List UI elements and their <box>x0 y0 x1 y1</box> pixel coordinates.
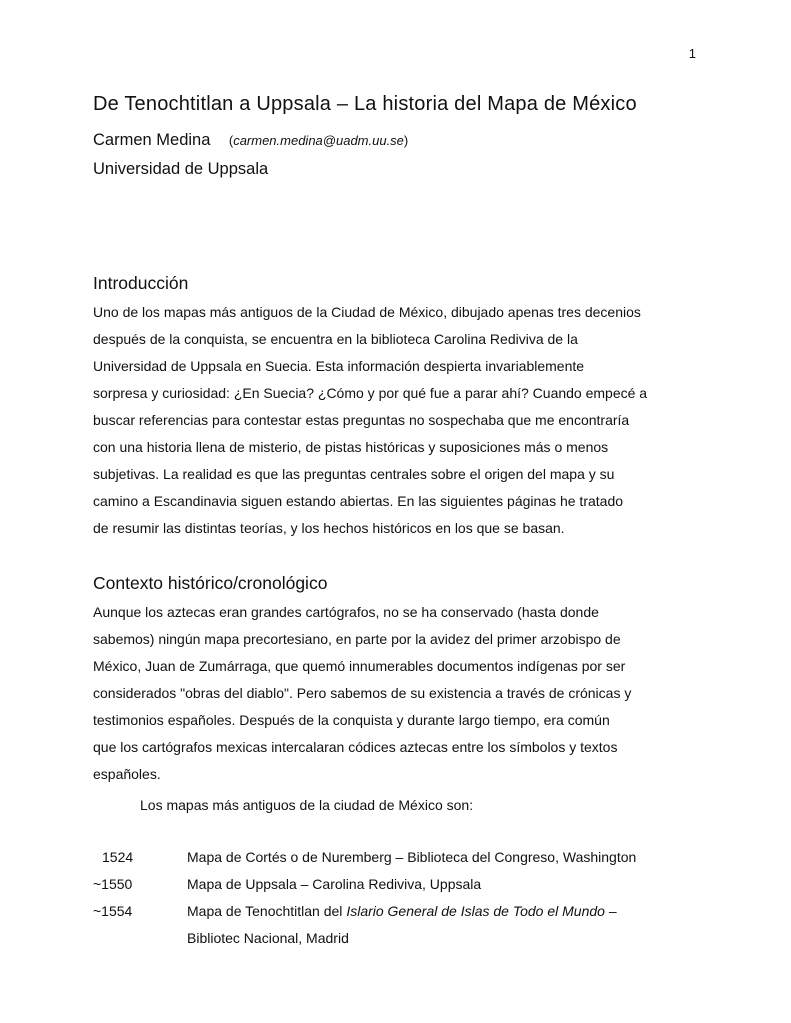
paragraph-line: Universidad de Uppsala en Suecia. Esta información despierta invariablemente <box>93 358 585 374</box>
paragraph-line: sabemos) ningún mapa precortesiano, en parte por la avidez del primer arzobispo de <box>93 631 621 647</box>
paragraph-line: que los cartógrafos mexicas intercalaran códices aztecas entre los símbolos y textos <box>93 739 618 755</box>
paragraph-introduccion <box>93 299 703 542</box>
paragraph-line: españoles. <box>93 766 161 782</box>
paragraph-line: buscar referencias para contestar estas preguntas no sospechaba que me encontraría <box>93 412 630 428</box>
paragraph-line: camino a Escandinavia siguen estando abiertas. En las siguientes páginas he tratado <box>93 493 624 509</box>
paragraph-line: considerados "obras del diablo". Pero sabemos de su existencia a través de crónicas y <box>93 685 632 701</box>
page-number: 1 <box>688 46 696 61</box>
paragraph-line: Uno de los mapas más antiguos de la Ciudad de México, dibujado apenas tres decenios <box>93 304 641 320</box>
map-year: ~1554 <box>93 903 133 919</box>
map-source-title: Islario General de Islas de Todo el Mundo <box>346 903 605 919</box>
paragraph-contexto <box>93 599 703 788</box>
map-description: Mapa de Tenochtitlan del Islario General de Islas de Todo el Mundo – <box>187 903 617 919</box>
author-university: Universidad de Uppsala <box>93 160 269 178</box>
paragraph-line: México, Juan de Zumárraga, que quemó innumerables documentos indígenas por ser <box>93 658 626 674</box>
paragraph-line: después de la conquista, se encuentra en la biblioteca Carolina Rediviva de la <box>93 331 578 347</box>
paragraph-line: subjetivas. La realidad es que las preguntas centrales sobre el origen del mapa y su <box>93 466 615 482</box>
map-description: Mapa de Uppsala – Carolina Rediviva, Uppsala <box>187 876 482 892</box>
author-line <box>93 131 408 150</box>
author-name: Carmen Medina <box>93 131 211 149</box>
author-email: (carmen.medina@uadm.uu.se) <box>228 133 409 148</box>
author-email-address: carmen.medina@uadm.uu.se <box>233 133 404 148</box>
paragraph-line: testimonios españoles. Después de la conquista y durante largo tiempo, era común <box>93 712 610 728</box>
maps-intro-line: Los mapas más antiguos de la ciudad de México son: <box>140 797 474 813</box>
paragraph-line: Aunque los aztecas eran grandes cartógrafos, no se ha conservado (hasta donde <box>93 604 599 620</box>
paragraph-line: con una historia llena de misterio, de pistas históricas y suposiciones más o menos <box>93 439 609 455</box>
section-heading-introduccion: Introducción <box>93 273 189 293</box>
map-description-continuation: Bibliotec Nacional, Madrid <box>187 930 349 946</box>
map-year: ~1550 <box>93 876 133 892</box>
document-title: De Tenochtitlan a Uppsala – La historia del Mapa de México <box>93 93 637 115</box>
map-year: 1524 <box>102 849 134 865</box>
paragraph-line: sorpresa y curiosidad: ¿En Suecia? ¿Cómo y por qué fue a parar ahí? Cuando empecé a <box>93 385 648 401</box>
section-heading-contexto: Contexto histórico/cronológico <box>93 573 328 593</box>
paragraph-line: de resumir las distintas teorías, y los hechos históricos en los que se basan. <box>93 520 565 536</box>
map-description: Mapa de Cortés o de Nuremberg – Biblioteca del Congreso, Washington <box>187 849 637 865</box>
